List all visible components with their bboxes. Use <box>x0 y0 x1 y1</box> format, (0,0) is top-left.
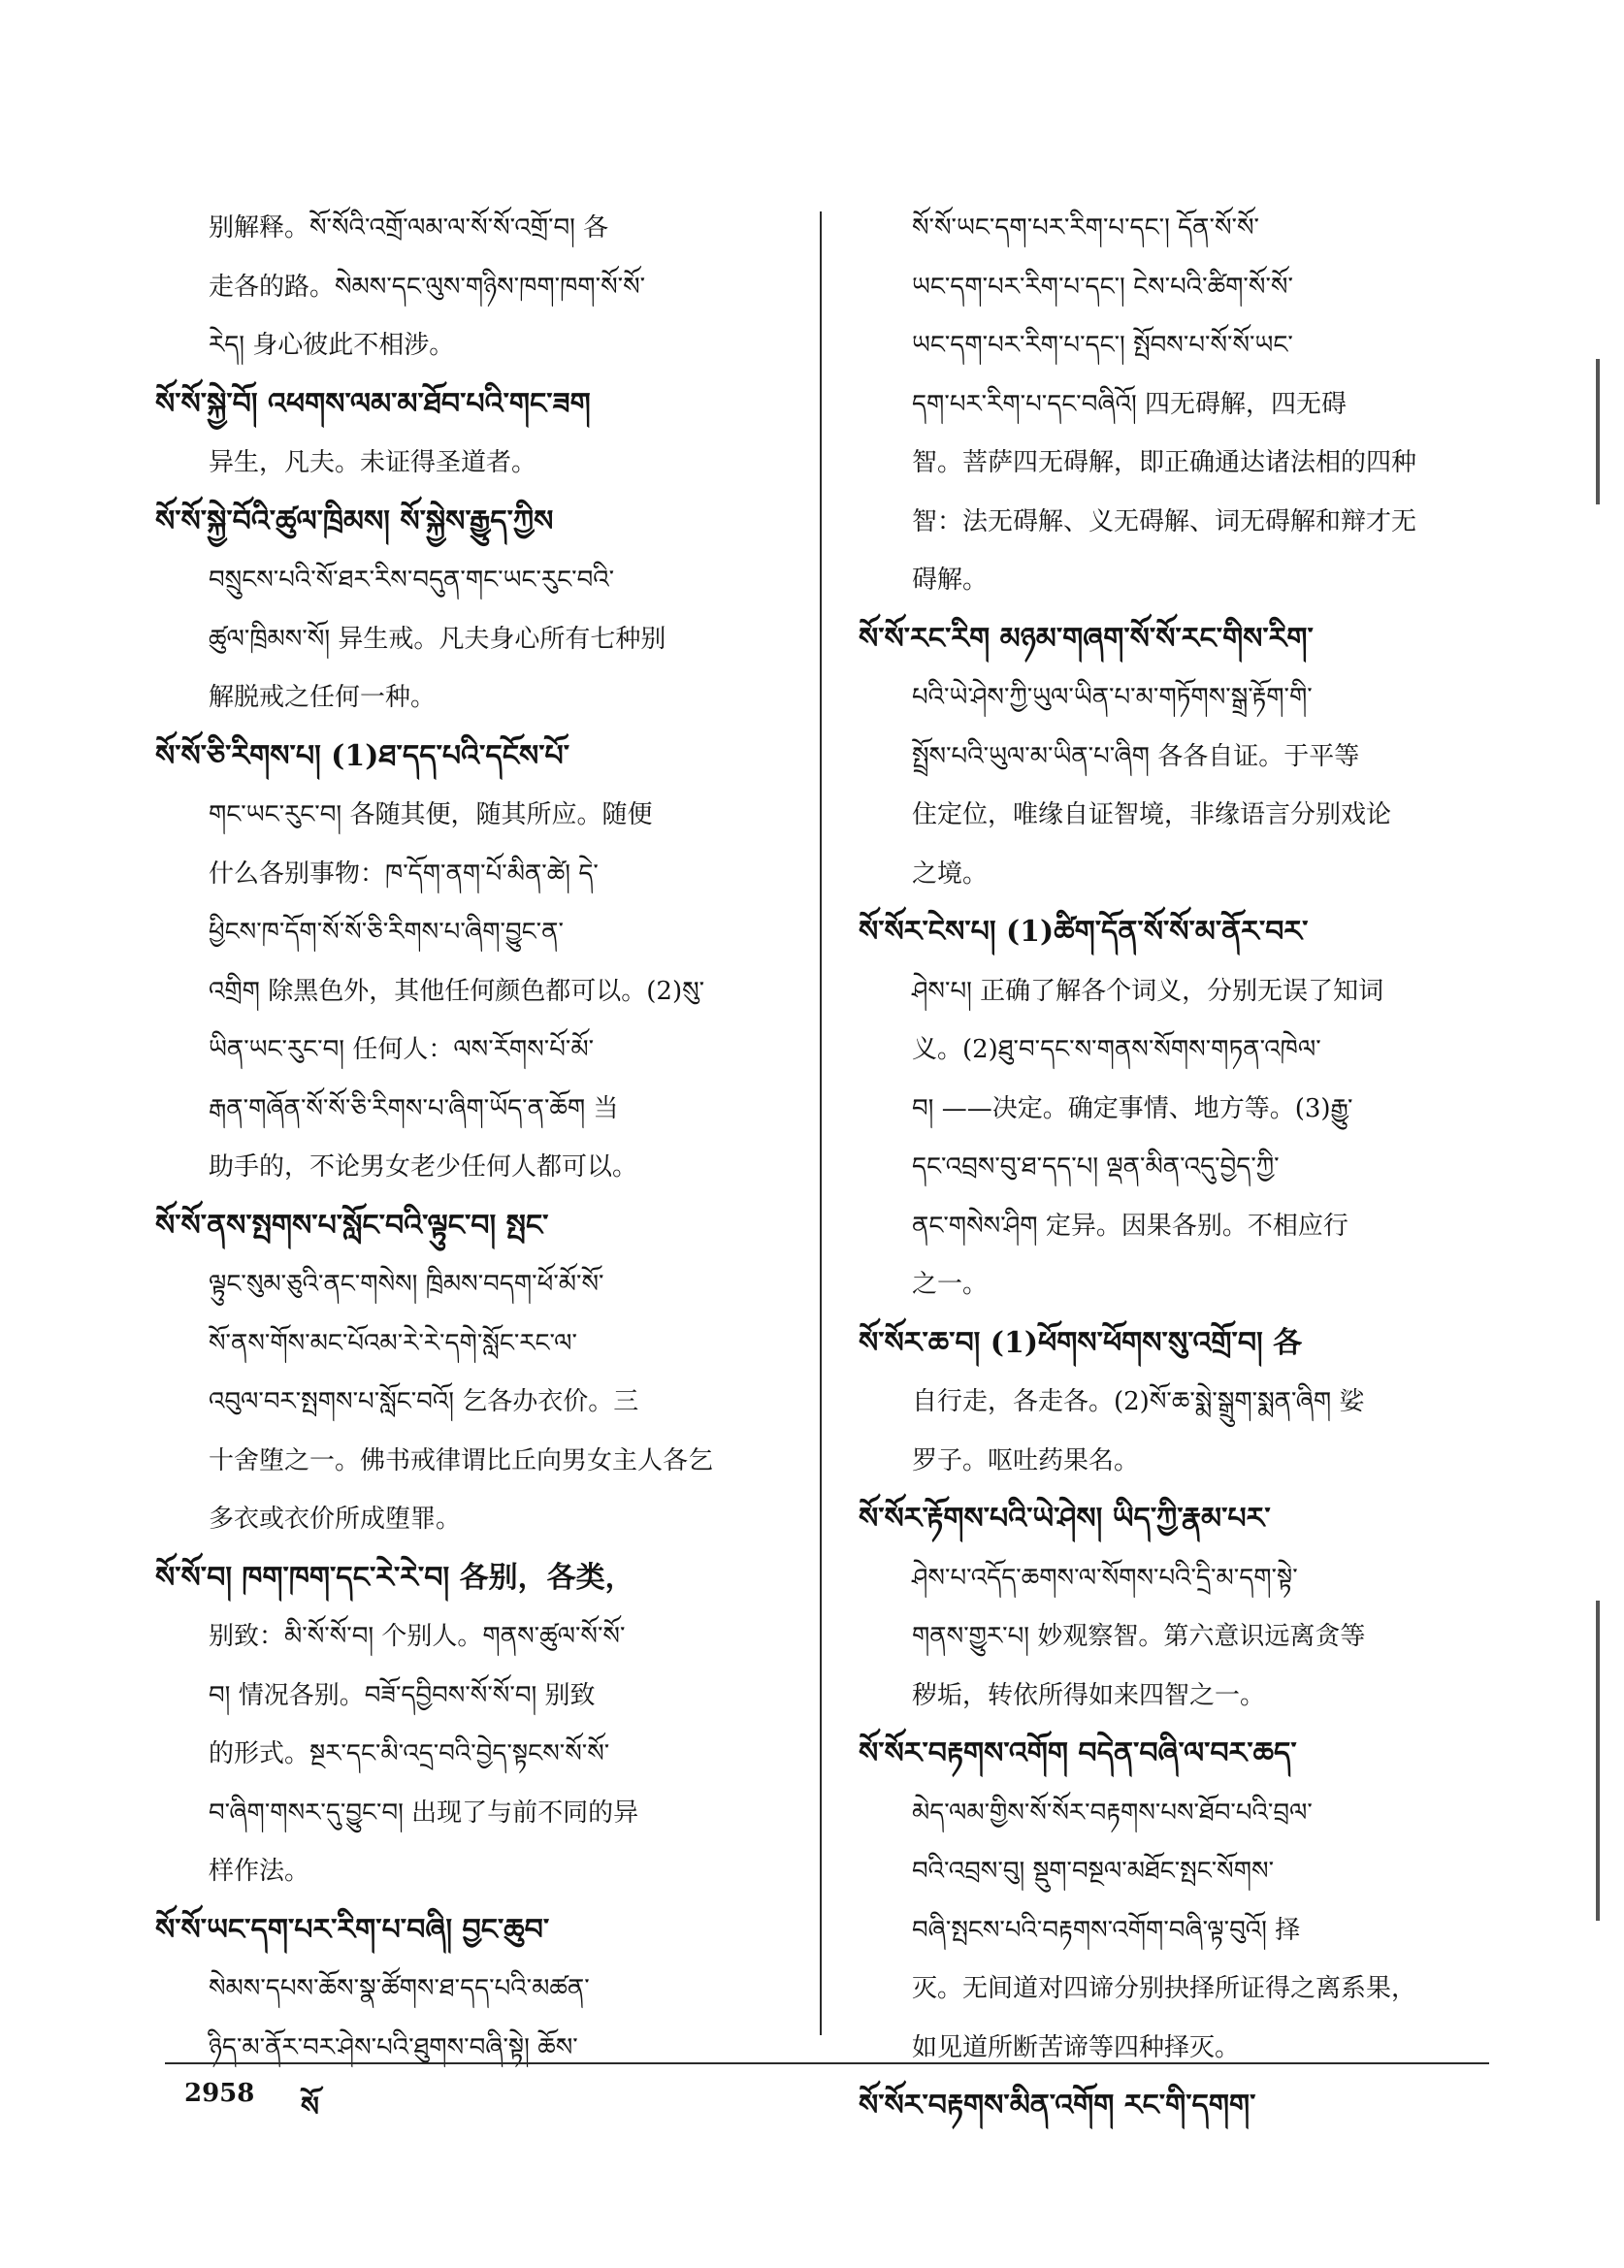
entry-text-line: རྒན་གཞོན་སོ་སོ་ཅི་རིགས་པ་ཞིག་ཡོད་ན་ཆོག 当 <box>209 1093 619 1123</box>
entry-text-line: པའི་ཡེ་ཤེས་ཀྱི་ཡུལ་ཡིན་པ་མ་གཏོགས་སྒྲ་རྟོག་གི་ <box>912 683 1313 712</box>
entry-text-line: བ། 情况各别。བཟོ་དབྱིབས་སོ་སོ་བ། 别致 <box>209 1680 596 1710</box>
entry-text-line: ཉིད་མ་ནོར་བར་ཤེས་པའི་ཐུགས་བཞི་སྟེ། ཆོས་ <box>209 2032 578 2062</box>
entry-text-line: ཤེས་པ། 正确了解各个词义，分别无误了知词 <box>912 976 1384 1006</box>
entry-text-line: རེད། 身心彼此不相涉。 <box>209 331 455 360</box>
entry-text-line: ལྟུང་སུམ་ཅུའི་ནང་གསེས། ཁྲིམས་བདག་ཕོ་མོ་སོ་ <box>209 1270 604 1299</box>
right-column <box>859 199 1489 2136</box>
entry-text-line: 样作法。 <box>209 1857 310 1886</box>
left-column <box>155 199 800 2077</box>
scan-mark <box>1596 1601 1600 1921</box>
entry-headword-line: སོ་སོ་ཅི་རིགས་པ། (1)ཐ་དད་པའི་དངོས་པོ་ <box>155 738 570 773</box>
entry-headword-line: སོ་སོར་བརྟགས་མིན་འགོག རང་གི་དགག་ <box>859 2089 1256 2122</box>
entry-text-line: བཞི་སྤངས་པའི་བརྟགས་འགོག་བཞི་ལྟ་བུའོ། 择 <box>912 1915 1301 1945</box>
entry-headword-line: སོ་སོ་ནས་སྤགས་པ་སློང་བའི་ལྟུང་བ། སྤང་ <box>155 1208 549 1243</box>
entry-headword-line: སོ་སོར་བརྟགས་འགོག བདེན་བཞི་ལ་བར་ཆད་ <box>859 1736 1297 1770</box>
entry-text-line: 碍解。 <box>912 566 989 595</box>
entry-text-line: 之一。 <box>912 1270 989 1299</box>
entry-text-line: ཕྱིངས་ཁ་དོག་སོ་སོ་ཅི་རིགས་པ་ཞིག་བྱུང་ན་ <box>209 918 564 947</box>
entry-text-line: དང་འབྲས་བུ་ཐ་དད་པ། ལྡན་མིན་འདུ་བྱེད་ཀྱི་ <box>912 1152 1280 1182</box>
entry-text-line: འབུལ་བར་སྤགས་པ་སློང་བའོ། 乞各办衣价。三 <box>209 1387 639 1416</box>
entry-headword-line: སོ་སོར་ངེས་པ། (1)ཚིག་དོན་སོ་སོ་མ་ནོར་བར་ <box>859 915 1309 949</box>
entry-headword-line: སོ་སོར་ཆ་བ། (1)ཕོགས་ཕོགས་སུ་འགྲོ་བ། 各 <box>859 1325 1303 1360</box>
entry-headword-line: སོ་སོ་སྐྱེ་བོའི་ཚུལ་ཁྲིམས། སོ་སྐྱེས་རྒྱུད་ཀྱིས <box>155 503 554 538</box>
entry-text-line: མེད་ལམ་གྱིས་སོ་སོར་བརྟགས་པས་ཐོབ་པའི་བྲལ་ <box>912 1798 1313 1828</box>
entry-text-line: ནང་གསེས་ཤིག 定异。因果各别。不相应行 <box>912 1211 1348 1241</box>
entry-text-line: སེམས་དཔས་ཆོས་སྣ་ཚོགས་ཐ་དད་པའི་མཚན་ <box>209 1974 590 2003</box>
entry-text-line: 的形式。སྔར་དང་མི་འདྲ་བའི་བྱེད་སྟངས་སོ་སོ་ <box>209 1739 610 1768</box>
entry-text-line: ཚུལ་ཁྲིམས་སོ། 异生戒。凡夫身心所有七种别 <box>209 624 666 654</box>
entry-text-line: ཤེས་པ་འདོད་ཆགས་ལ་སོགས་པའི་དྲི་མ་དག་སྟེ་ <box>912 1563 1298 1593</box>
entry-text-line: དག་པར་རིག་པ་དང་བཞིའོ། 四无碍解，四无碍 <box>912 389 1348 419</box>
entry-text-line: བ། ——决定。确定事情、地方等。(3)རྒྱུ་ <box>912 1093 1353 1123</box>
entry-text-line: 灭。无间道对四谛分别抉择所证得之离系果， <box>912 1974 1417 2003</box>
entry-text-line: 如见道所断苦谛等四种择灭。 <box>912 2032 1241 2062</box>
entry-text-line: 解脱戒之任何一种。 <box>209 683 437 712</box>
entry-headword-line: སོ་སོ་སྐྱེ་བོ། འཕགས་ལམ་མ་ཐོབ་པའི་གང་ཟག <box>155 386 591 421</box>
entry-text-line: 住定位，唯缘自证智境，非缘语言分别戏论 <box>912 800 1392 829</box>
entry-text-line: 智：法无碍解、义无碍解、词无碍解和辩才无 <box>912 506 1417 536</box>
entry-text-line: 罗子。呕吐药果名。 <box>912 1445 1140 1475</box>
entry-text-line: ཡང་དག་པར་རིག་པ་དང་། ངེས་པའི་ཚིག་སོ་སོ་ <box>912 272 1293 302</box>
entry-headword-line: སོ་སོར་རྟོགས་པའི་ཡེ་ཤེས། ཡིད་ཀྱི་རྣམ་པར་ <box>859 1502 1271 1536</box>
entry-text-line: གནས་གྱུར་པ། 妙观察智。第六意识远离贪等 <box>912 1622 1366 1651</box>
entry-text-line: 别致：མི་སོ་སོ་བ། 个别人。གནས་ཚུལ་སོ་སོ་ <box>209 1622 626 1651</box>
entry-text-line: 秽垢，转依所得如来四智之一。 <box>912 1680 1266 1710</box>
entry-text-line: གང་ཡང་རུང་བ། 各随其便，随其所应。随便 <box>209 800 653 829</box>
entry-text-line: བསྲུངས་པའི་སོ་ཐར་རིས་བདུན་གང་ཡང་རུང་བའི་ <box>209 566 615 595</box>
entry-headword-line: སོ་སོ་རང་རིག མཉམ་གཞག་སོ་སོ་རང་གིས་རིག་ <box>859 621 1314 656</box>
entry-text-line: 自行走，各走各。(2)སོ་ཆ་སྨེ་སྒྲུག་སྨན་ཞིག 娑 <box>912 1387 1365 1416</box>
entry-text-line: 之境。 <box>912 859 989 889</box>
entry-text-line: 十舍堕之一。佛书戒律谓比丘向男女主人各乞 <box>209 1445 714 1475</box>
entry-text-line: ཡིན་ཡང་རུང་བ། 任何人：ལས་རོགས་པོ་མོ་ <box>209 1035 595 1064</box>
entry-text-line: བའི་འབྲས་བུ། སྡུག་བསྔལ་མཐོང་སྤང་སོགས་ <box>912 1857 1275 1886</box>
entry-text-line: བ་ཞིག་གསར་དུ་བྱུང་བ། 出现了与前不同的异 <box>209 1798 639 1828</box>
entry-headword-line: སོ་སོ་ཡང་དག་པར་རིག་པ་བཞི། བྱང་ཆུབ་ <box>155 1912 550 1947</box>
entry-text-line: 什么各别事物：ཁ་དོག་ནག་པོ་མིན་ཚེ། དེ་ <box>209 859 599 889</box>
entry-text-line: 义。(2)ཐུ་བ་དང་ས་གནས་སོགས་གཏན་འཁེལ་ <box>912 1035 1321 1064</box>
entry-text-line: འགྲིག 除黑色外，其他任何颜色都可以。(2)སུ་ <box>209 976 705 1006</box>
entry-text-line: 别解释。སོ་སོའི་འགྲོ་ལམ་ལ་སོ་སོ་འགྲོ་བ། 各 <box>209 213 609 243</box>
entry-text-line: སྤྲོས་པའི་ཡུལ་མ་ཡིན་པ་ཞིག 各各自证。于平等 <box>912 741 1360 771</box>
entry-text-line: སོ་སོ་ཡང་དག་པར་རིག་པ་དང་། དོན་སོ་སོ་ <box>912 213 1259 243</box>
entry-text-line: ཡང་དག་པར་རིག་པ་དང་། སྤོབས་པ་སོ་སོ་ཡང་ <box>912 331 1293 360</box>
entry-headword-line: སོ་སོ་བ། ཁག་ཁག་དང་རེ་རེ་བ། 各别，各类， <box>155 1560 634 1595</box>
entry-text-line: 智。菩萨四无碍解，即正确通达诸法相的四种 <box>912 448 1417 477</box>
section-letter: སོ <box>301 2090 319 2122</box>
page-number: 2958 <box>184 2079 255 2108</box>
scan-mark <box>1596 359 1600 504</box>
entry-text-line: 助手的，不论男女老少任何人都可以。 <box>209 1152 638 1182</box>
entry-text-line: 走各的路。སེམས་དང་ལུས་གཉིས་ཁག་ཁག་སོ་སོ་ <box>209 272 646 302</box>
footer-rule <box>165 2062 1489 2064</box>
entry-text-line: 多衣或衣价所成堕罪。 <box>209 1505 462 1534</box>
entry-text-line: སོ་ནས་གོས་མང་པོའམ་རེ་རེ་དགེ་སློང་རང་ལ་ <box>209 1328 577 1358</box>
column-divider <box>820 211 822 2035</box>
entry-text-line: 异生，凡夫。未证得圣道者。 <box>209 448 537 477</box>
